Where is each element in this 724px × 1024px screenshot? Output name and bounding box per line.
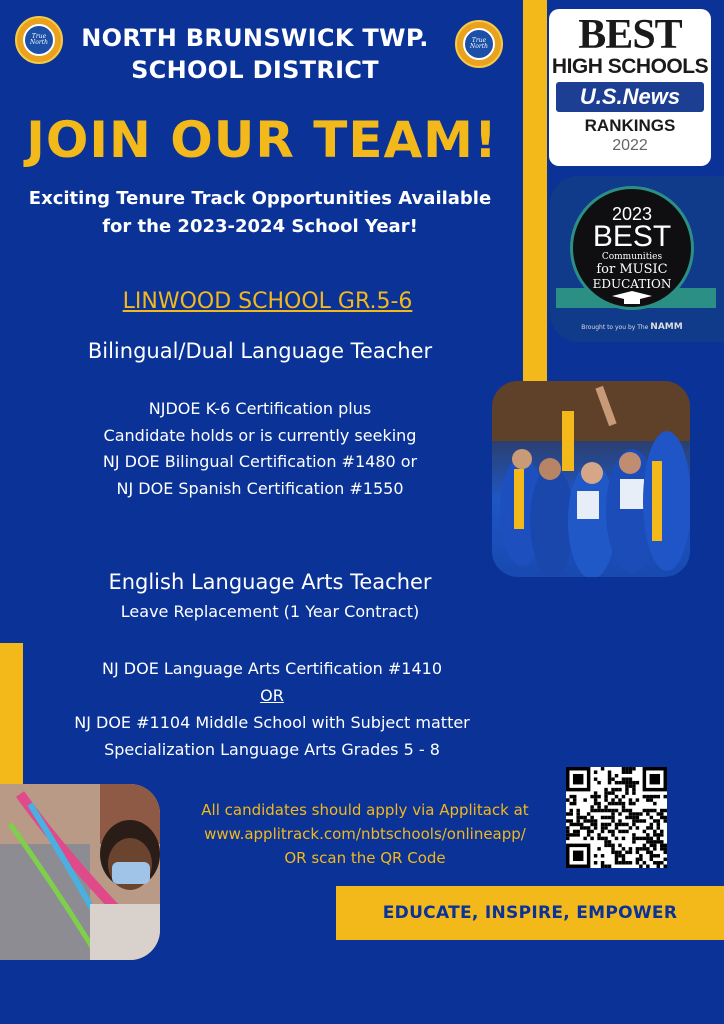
district-name [60, 22, 450, 86]
namm-footer-brand: NAMM [650, 322, 683, 332]
subheadline-line1: Exciting Tenure Track Opportunities Available [28, 188, 492, 209]
apply-instructions [170, 798, 560, 870]
job1-requirement: NJ DOE Bilingual Certification #1480 or [102, 452, 418, 471]
subheadline-line2: for the 2023-2024 School Year! [102, 216, 418, 237]
usnews-best-high-schools-badge [549, 9, 711, 166]
apply-url[interactable]: www.applitrack.com/nbtschools/onlineapp/ [204, 825, 526, 843]
tagline-banner [336, 886, 724, 940]
district-seal-right [455, 20, 503, 68]
namm-for-music: for MUSIC [596, 262, 668, 277]
job1-requirement: Candidate holds or is currently seeking [103, 425, 417, 445]
subheadline [10, 185, 510, 241]
headline: JOIN OUR TEAM! [26, 111, 498, 169]
yellow-stripe-right [523, 0, 547, 386]
seal-text: True North [463, 28, 495, 60]
badge-best-text: BEST [578, 12, 682, 58]
badge-rankings-text: RANKINGS [584, 116, 676, 135]
qr-code[interactable] [566, 767, 667, 868]
badge-usnews-logo: U.S.News [556, 82, 704, 112]
job1-requirement: NJ DOE Spanish Certification #1550 [116, 478, 404, 498]
job2-requirements [22, 655, 522, 763]
job1-title: Bilingual/Dual Language Teacher [87, 339, 433, 363]
student-photo-art [0, 784, 160, 960]
namm-footer [550, 322, 714, 332]
apply-line1: All candidates should apply via Applitack at [201, 801, 529, 819]
namm-footer-text: Brought to you by The [581, 324, 649, 331]
district-name-line1: NORTH BRUNSWICK TWP. [81, 24, 429, 52]
graduation-photo [492, 381, 690, 577]
tagline-text: EDUCATE, INSPIRE, EMPOWER [382, 903, 678, 923]
job2-title: English Language Arts Teacher [108, 570, 432, 594]
namm-best-communities-badge [550, 176, 724, 342]
school-heading: LINWOOD SCHOOL GR.5-6 [122, 289, 413, 314]
namm-best: BEST [592, 220, 672, 253]
job2-requirement: Specialization Language Arts Grades 5 - 8 [104, 740, 440, 759]
district-seal-left [15, 16, 63, 64]
job1-requirement: NJDOE K-6 Certification plus [148, 399, 372, 418]
namm-education: EDUCATION [592, 277, 672, 291]
namm-emblem [570, 186, 694, 310]
job2-or: OR [260, 686, 284, 705]
namm-communities: Communities [601, 252, 663, 262]
seal-text: True North [23, 24, 55, 56]
badge-year-text: 2022 [612, 137, 648, 154]
namm-year: 2023 [611, 204, 653, 224]
job2-requirement: NJ DOE Language Arts Certification #1410 [102, 659, 442, 678]
district-name-line2: SCHOOL DISTRICT [131, 56, 379, 84]
graduation-cap-icon [612, 291, 652, 305]
job2-requirement: NJ DOE #1104 Middle School with Subject matter [74, 713, 470, 732]
student-photo [0, 784, 160, 960]
qr-code-pattern [566, 767, 667, 868]
apply-line3: OR scan the QR Code [284, 849, 446, 867]
job1-requirements [40, 396, 480, 502]
job2-subtitle: Leave Replacement (1 Year Contract) [120, 602, 420, 621]
badge-high-schools-text: HIGH SCHOOLS [551, 55, 709, 78]
graduation-photo-art [492, 381, 690, 577]
yellow-stripe-left [0, 643, 23, 786]
